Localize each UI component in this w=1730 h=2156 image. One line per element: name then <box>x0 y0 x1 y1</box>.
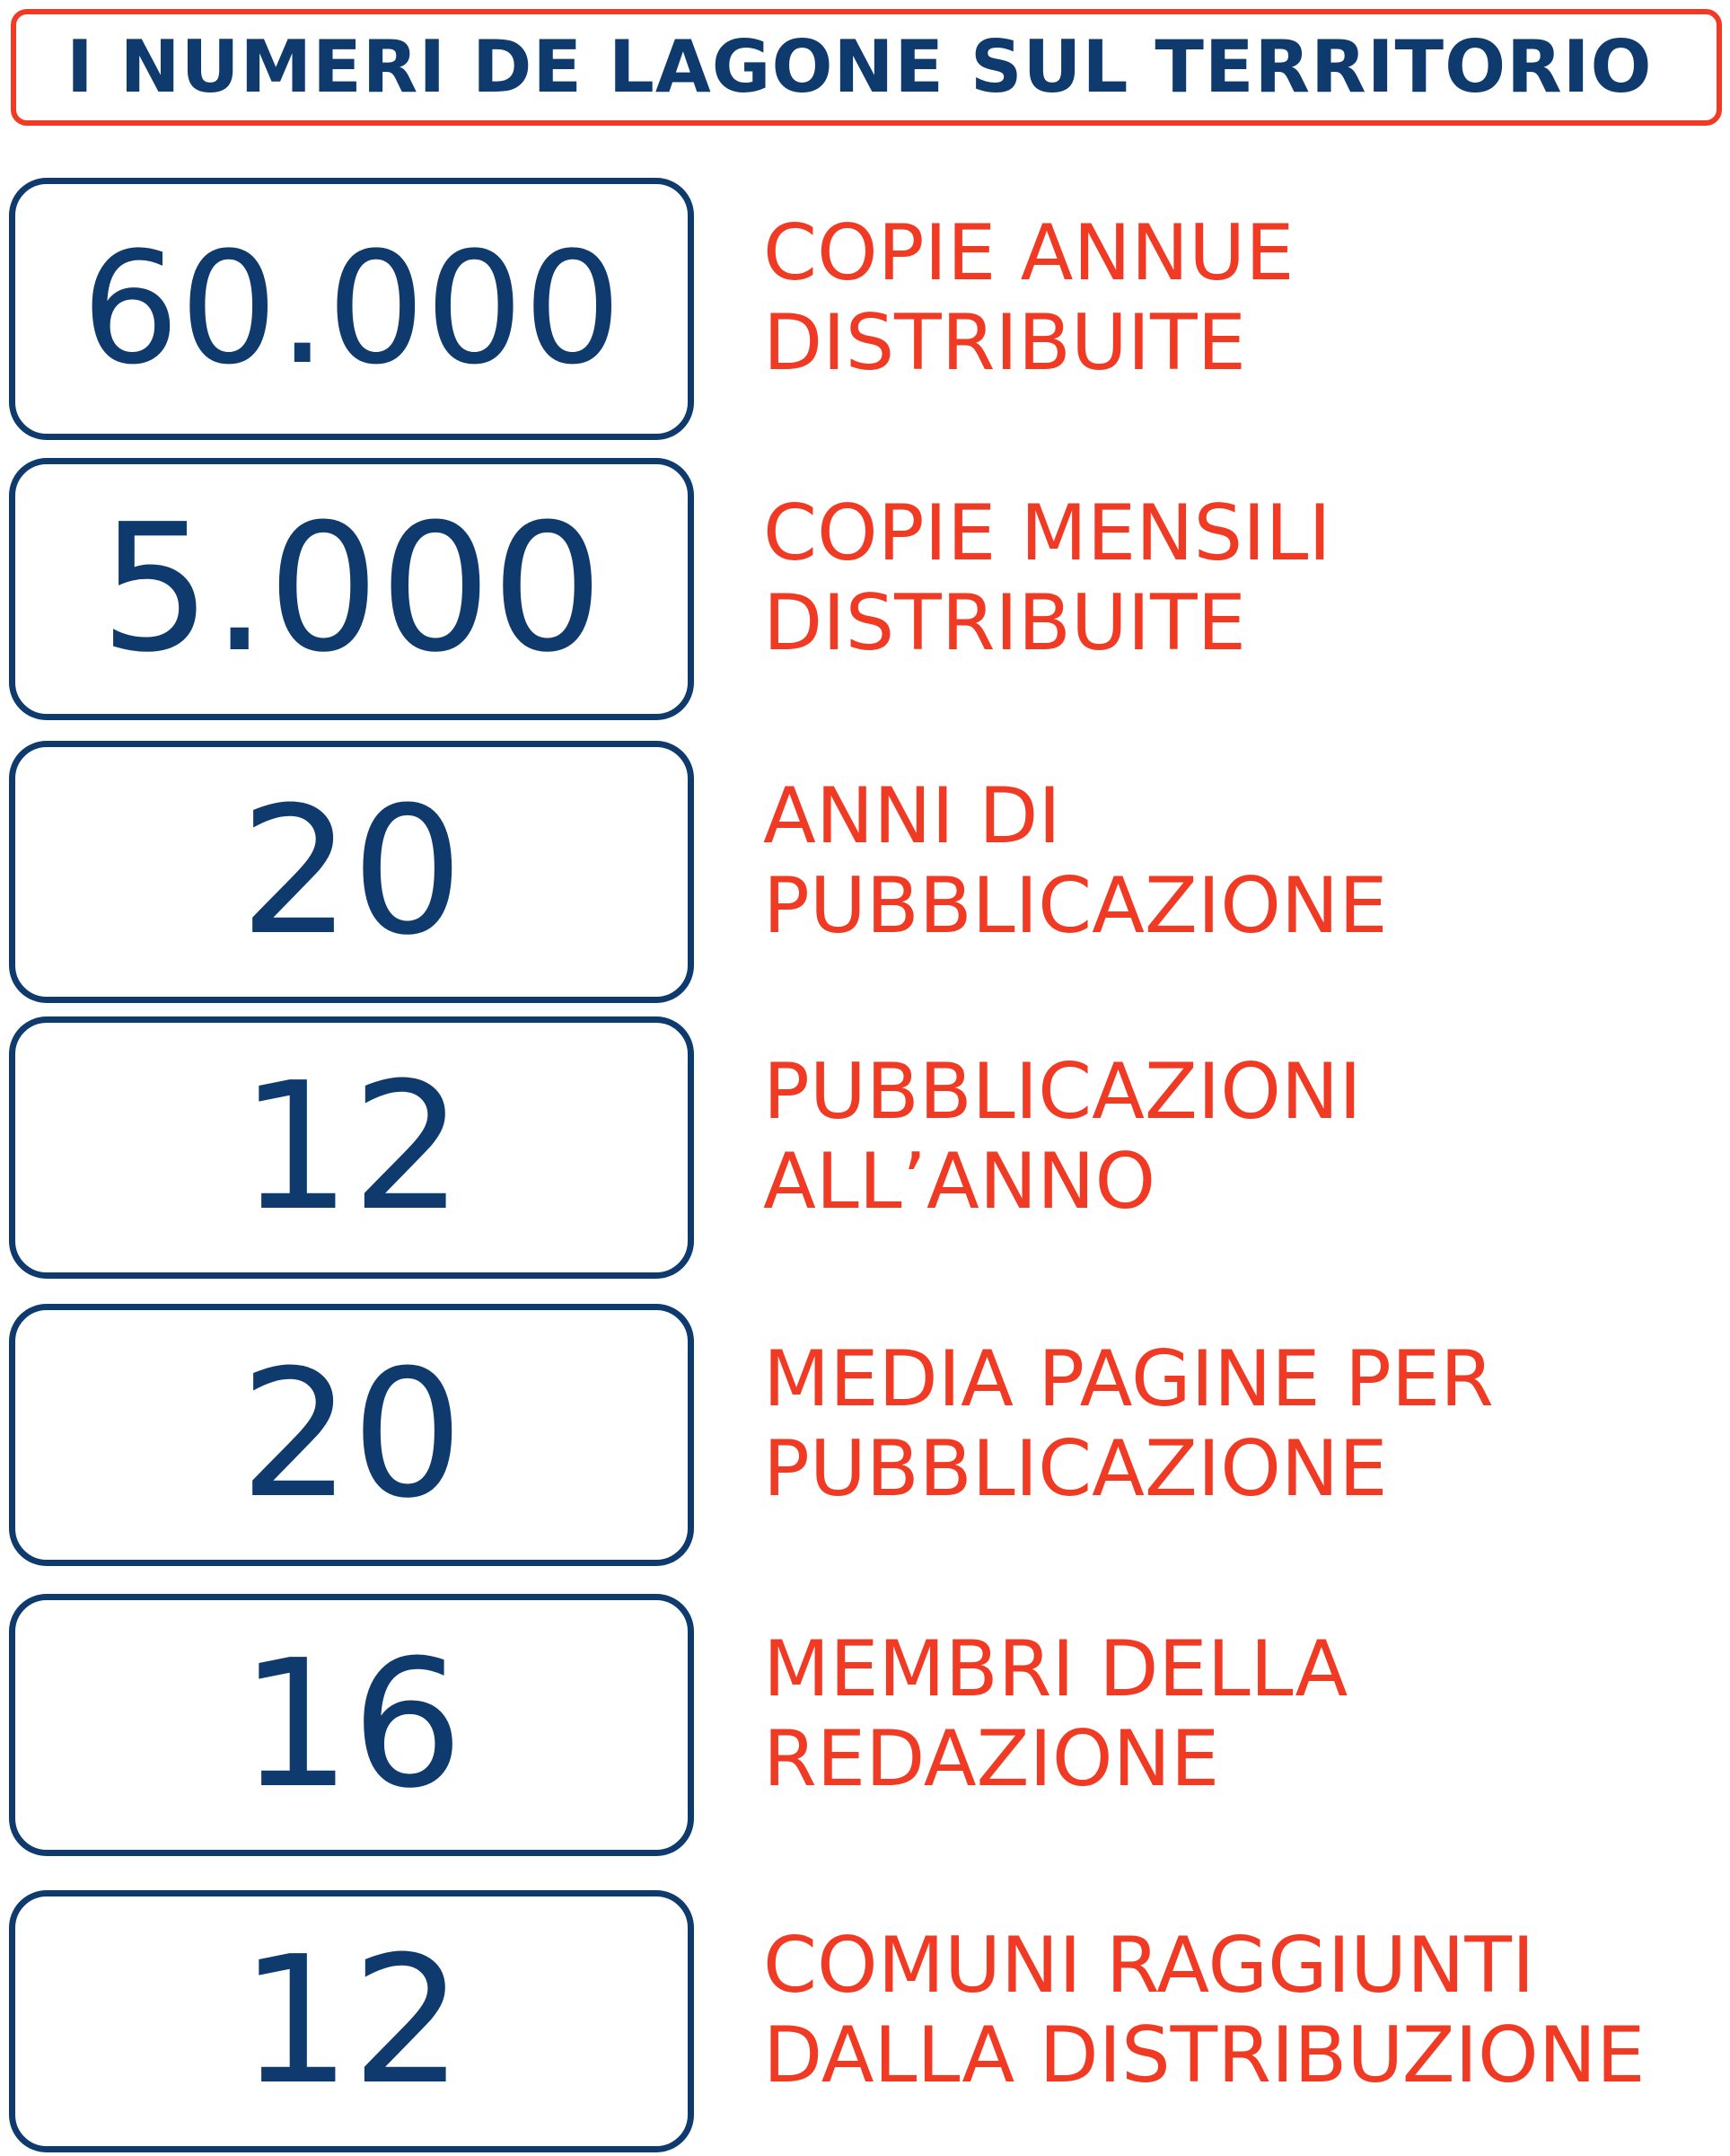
stat-label <box>763 771 1715 951</box>
stat-label-line: DALLA DISTRIBUZIONE <box>763 2011 1646 2100</box>
stat-value: 20 <box>239 770 464 974</box>
stat-label-line: PUBBLICAZIONI <box>763 1047 1362 1137</box>
stat-value-box <box>9 1016 694 1279</box>
stat-label-line: DISTRIBUITE <box>763 578 1247 668</box>
stat-value: 12 <box>239 1919 464 2124</box>
stat-label <box>763 1047 1715 1227</box>
stat-value-box <box>9 178 694 440</box>
stat-label-line: PUBBLICAZIONE <box>763 1424 1388 1514</box>
stat-label-line: COPIE MENSILI <box>763 488 1331 578</box>
stat-label-line: DISTRIBUITE <box>763 298 1247 388</box>
stat-row-issues-per-year <box>9 1016 1715 1279</box>
stat-row-annual-copies <box>9 178 1715 440</box>
title-banner <box>11 9 1722 126</box>
stat-value: 12 <box>239 1045 464 1250</box>
page-title: I NUMERI DE LAGONE SUL TERRITORIO <box>66 25 1653 109</box>
stat-value-box <box>9 1890 694 2152</box>
stat-value-box <box>9 458 694 720</box>
stat-row-monthly-copies <box>9 458 1715 720</box>
stat-label <box>763 488 1715 668</box>
stat-label <box>763 1624 1715 1804</box>
stat-value-box <box>9 741 694 1003</box>
stat-value: 20 <box>239 1333 464 1537</box>
stat-label-line: COMUNI RAGGIUNTI <box>763 1921 1535 2011</box>
stat-value: 16 <box>239 1623 464 1827</box>
stat-row-municipalities <box>9 1890 1715 2152</box>
stat-label-line: COPIE ANNUE <box>763 208 1295 298</box>
stat-value: 60.000 <box>81 218 622 399</box>
stat-label-line: ANNI DI <box>763 771 1061 861</box>
stat-value-box <box>9 1304 694 1566</box>
stat-label <box>763 208 1715 388</box>
stat-label <box>763 1921 1715 2100</box>
stat-row-years <box>9 741 1715 1003</box>
stat-label-line: REDAZIONE <box>763 1714 1220 1804</box>
stat-label-line: PUBBLICAZIONE <box>763 861 1388 951</box>
stat-row-pages <box>9 1304 1715 1566</box>
stat-label <box>763 1334 1715 1514</box>
stat-label-line: ALL’ANNO <box>763 1137 1156 1227</box>
stat-row-staff <box>9 1594 1715 1856</box>
stat-value-box <box>9 1594 694 1856</box>
stat-label-line: MEDIA PAGINE PER <box>763 1334 1494 1424</box>
stat-value: 5.000 <box>99 487 604 691</box>
stat-label-line: MEMBRI DELLA <box>763 1624 1348 1714</box>
